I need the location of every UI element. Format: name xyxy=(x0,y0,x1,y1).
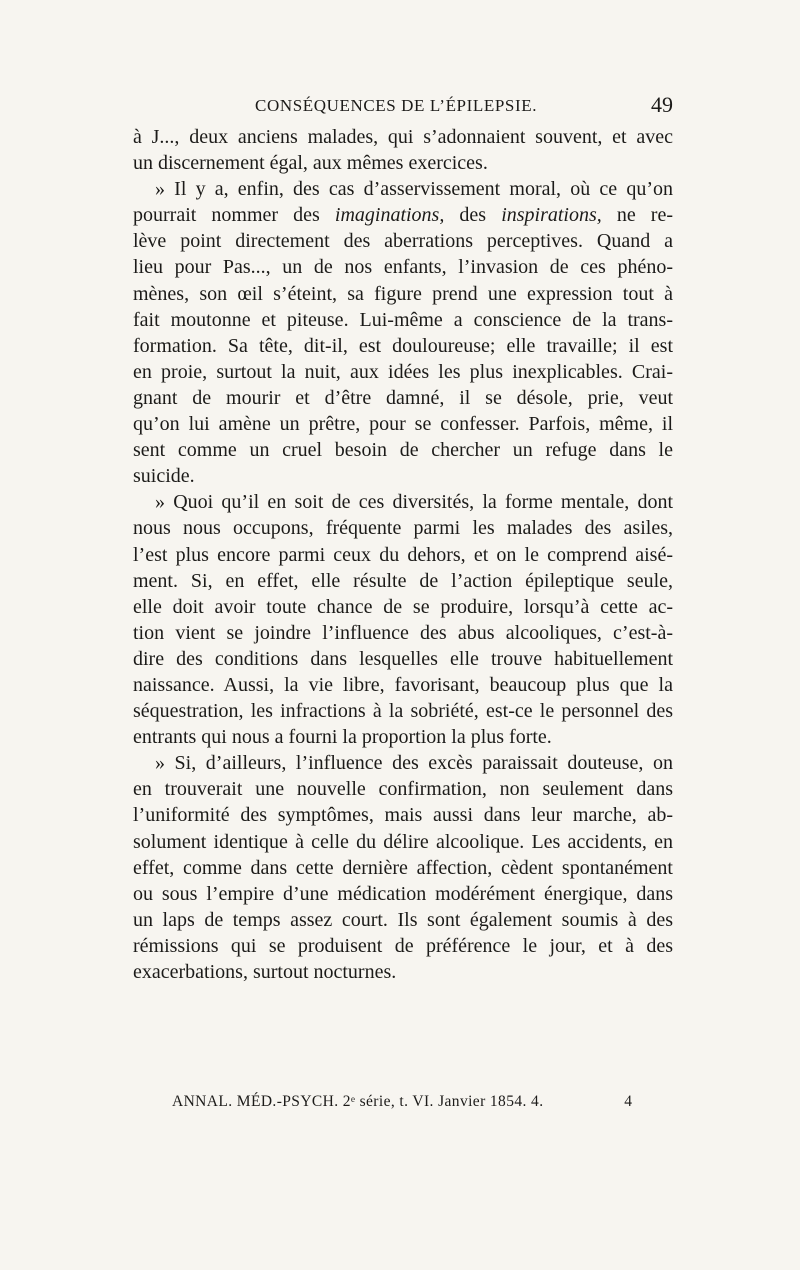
text-line: séquestration, les infractions à la sobriété, est-ce le personnel des xyxy=(133,700,673,723)
text-line: dire des conditions dans lesquelles elle trouve habituellement xyxy=(133,647,673,670)
paragraph-start-line: » Quoi qu’il en soit de ces diversités, la forme mentale, dont xyxy=(155,491,673,514)
text-line: entrants qui nous a fourni la proportion la plus forte. xyxy=(133,726,552,749)
body-text xyxy=(133,124,673,985)
text-span: ne re- xyxy=(601,204,673,227)
signature-mark: 4 xyxy=(624,1093,632,1110)
text-line: à J..., deux anciens malades, qui s’adonnaient souvent, et avec xyxy=(133,126,673,148)
text-line: en trouverait une nouvelle confirmation, non seulement dans xyxy=(133,778,673,801)
text-line: qu’on lui amène un prêtre, pour se confesser. Parfois, même, il xyxy=(133,413,673,436)
text-line: ou sous l’empire d’une médication modérément énergique, dans xyxy=(133,882,673,905)
running-title: CONSÉQUENCES DE L’ÉPILEPSIE. xyxy=(255,96,538,115)
text-line: nous nous occupons, fréquente parmi les malades des asiles, xyxy=(133,517,673,540)
text-line: rémissions qui se produisent de préférence le jour, et à des xyxy=(133,934,673,957)
text-line: un laps de temps assez court. Ils sont également soumis à des xyxy=(133,908,673,931)
text-line: solument identique à celle du délire alcoolique. Les accidents, en xyxy=(133,830,673,853)
text-line: lève point directement des aberrations perceptives. Quand a xyxy=(133,230,673,253)
italic-term: imaginations, xyxy=(334,204,445,227)
text-line: elle doit avoir toute chance de se produire, lorsqu’à cette ac- xyxy=(133,595,673,618)
text-line: lieu pour Pas..., un de nos enfants, l’invasion de ces phéno- xyxy=(133,256,673,279)
text-span: des xyxy=(444,204,502,227)
text-line: un discernement égal, aux mêmes exercices. xyxy=(133,152,488,175)
text-line: l’est plus encore parmi ceux du dehors, et on le comprend aisé- xyxy=(133,543,673,566)
running-head xyxy=(135,92,673,122)
text-line: exacerbations, surtout nocturnes. xyxy=(133,961,397,983)
text-line: formation. Sa tête, dit-il, est douloureuse; elle travaille; il est xyxy=(133,334,673,357)
text-line: ment. Si, en effet, elle résulte de l’action épileptique seule, xyxy=(133,569,673,592)
text-line: tion vient se joindre l’influence des abus alcooliques, c’est-à- xyxy=(133,621,673,644)
paragraph-start-line: » Si, d’ailleurs, l’influence des excès paraissait douteuse, on xyxy=(155,752,673,775)
text-line: l’uniformité des symptômes, mais aussi dans leur marche, ab- xyxy=(133,804,673,827)
italic-term: inspirations, xyxy=(501,204,602,227)
footer xyxy=(172,1093,632,1117)
text-line-with-italics xyxy=(133,202,673,228)
page-number: 49 xyxy=(651,92,673,117)
paragraph-start-line: » Il y a, enfin, des cas d’asservissement moral, où ce qu’on xyxy=(155,178,673,201)
text-span: pourrait nommer des xyxy=(133,204,320,227)
text-line: en proie, surtout la nuit, aux idées les plus inexplicables. Crai- xyxy=(133,360,673,383)
text-line: mènes, son œil s’éteint, sa figure prend une expression tout à xyxy=(133,282,673,305)
footer-citation: ANNAL. MÉD.-PSYCH. 2ᵉ série, t. VI. Janvier 1854. 4. xyxy=(172,1093,544,1110)
text-line: suicide. xyxy=(133,465,195,488)
text-line: naissance. Aussi, la vie libre, favorisant, beaucoup plus que la xyxy=(133,673,673,696)
text-line: effet, comme dans cette dernière affection, cèdent spontanément xyxy=(133,856,673,879)
text-line: gnant de mourir et d’être damné, il se désole, prie, veut xyxy=(133,386,673,409)
text-line: fait moutonne et piteuse. Lui-même a conscience de la trans- xyxy=(133,308,673,331)
text-line: sent comme un cruel besoin de chercher un refuge dans le xyxy=(133,439,673,462)
